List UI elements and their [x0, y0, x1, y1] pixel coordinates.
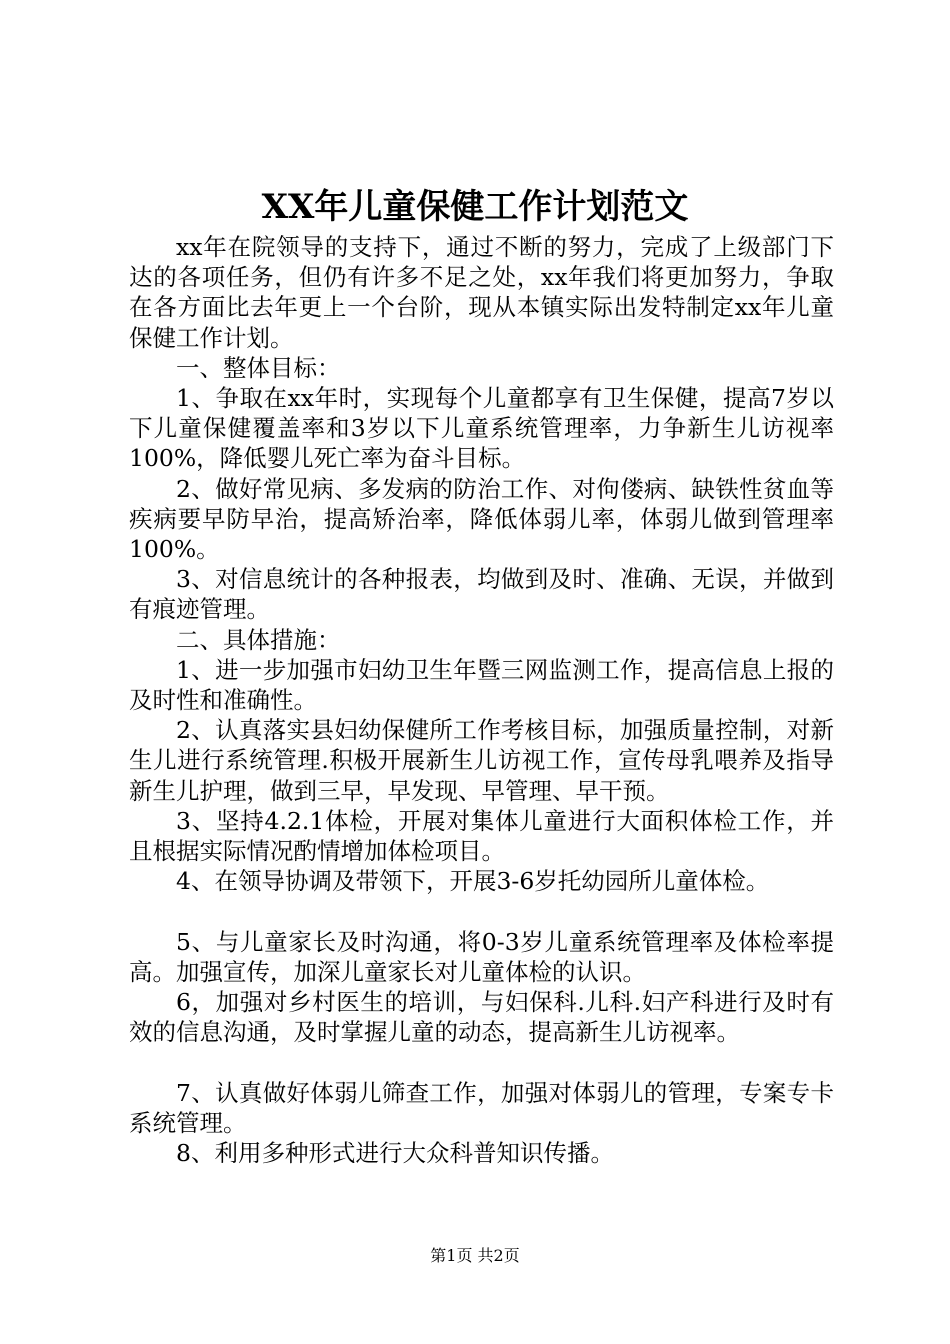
section-heading-overall-goals: 一、整体目标：	[176, 353, 341, 382]
measure-item-7: 7、认真做好体弱儿筛查工作，加强对体弱儿的管理，专案专卡系统管理。	[129, 1078, 834, 1137]
measure-item-2: 2、认真落实县妇幼保健所工作考核目标，加强质量控制，对新生儿进行系统管理.积极开展新生儿访视工作，宣传母乳喂养及指导新生儿护理，做到三早，早发现、早管理、早干预。	[129, 716, 834, 805]
goal-item-3: 3、对信息统计的各种报表，均做到及时、准确、无误，并做到有痕迹管理。	[129, 565, 834, 624]
goal-item-1: 1、争取在xx年时，实现每个儿童都享有卫生保健，提高7岁以下儿童保健覆盖率和3岁以下儿童系统管理率，力争新生儿访视率100%，降低婴儿死亡率为奋斗目标。	[129, 384, 834, 473]
document-title: XX年儿童保健工作计划范文	[261, 187, 689, 227]
section-heading-measures: 二、具体措施：	[176, 625, 341, 654]
document-body	[129, 232, 834, 1168]
intro-paragraph: xx年在院领导的支持下，通过不断的努力，完成了上级部门下达的各项任务，但仍有许多不足之处，xx年我们将更加努力，争取在各方面比去年更上一个台阶，现从本镇实际出发特制定xx年儿童保健工作计划。	[129, 233, 834, 352]
paragraph-spacer	[129, 896, 834, 926]
measure-item-8: 8、利用多种形式进行大众科普知识传播。	[176, 1139, 614, 1168]
goal-item-2: 2、做好常见病、多发病的防治工作、对佝偻病、缺铁性贫血等疾病要早防早治，提高矫治率，降低体弱儿率，体弱儿做到管理率100%。	[129, 474, 834, 564]
measure-item-6: 6，加强对乡村医生的培训，与妇保科.儿科.妇产科进行及时有效的信息沟通，及时掌握儿童的动态，提高新生儿访视率。	[129, 988, 834, 1047]
measure-item-4: 4、在领导协调及带领下，开展3-6岁托幼园所儿童体检。	[176, 867, 770, 896]
measure-item-3: 3、坚持4.2.1体检，开展对集体儿童进行大面积体检工作，并且根据实际情况酌情增加体检项目。	[129, 806, 834, 866]
page-number-footer: 第1页 共2页	[430, 1246, 520, 1265]
measure-item-1: 1、进一步加强市妇幼卫生年暨三网监测工作，提高信息上报的及时性和准确性。	[129, 655, 834, 715]
measure-item-5: 5、与儿童家长及时沟通，将0-3岁儿童系统管理率及体检率提高。加强宣传，加深儿童家长对儿童体检的认识。	[129, 927, 834, 986]
paragraph-spacer	[129, 1047, 834, 1077]
